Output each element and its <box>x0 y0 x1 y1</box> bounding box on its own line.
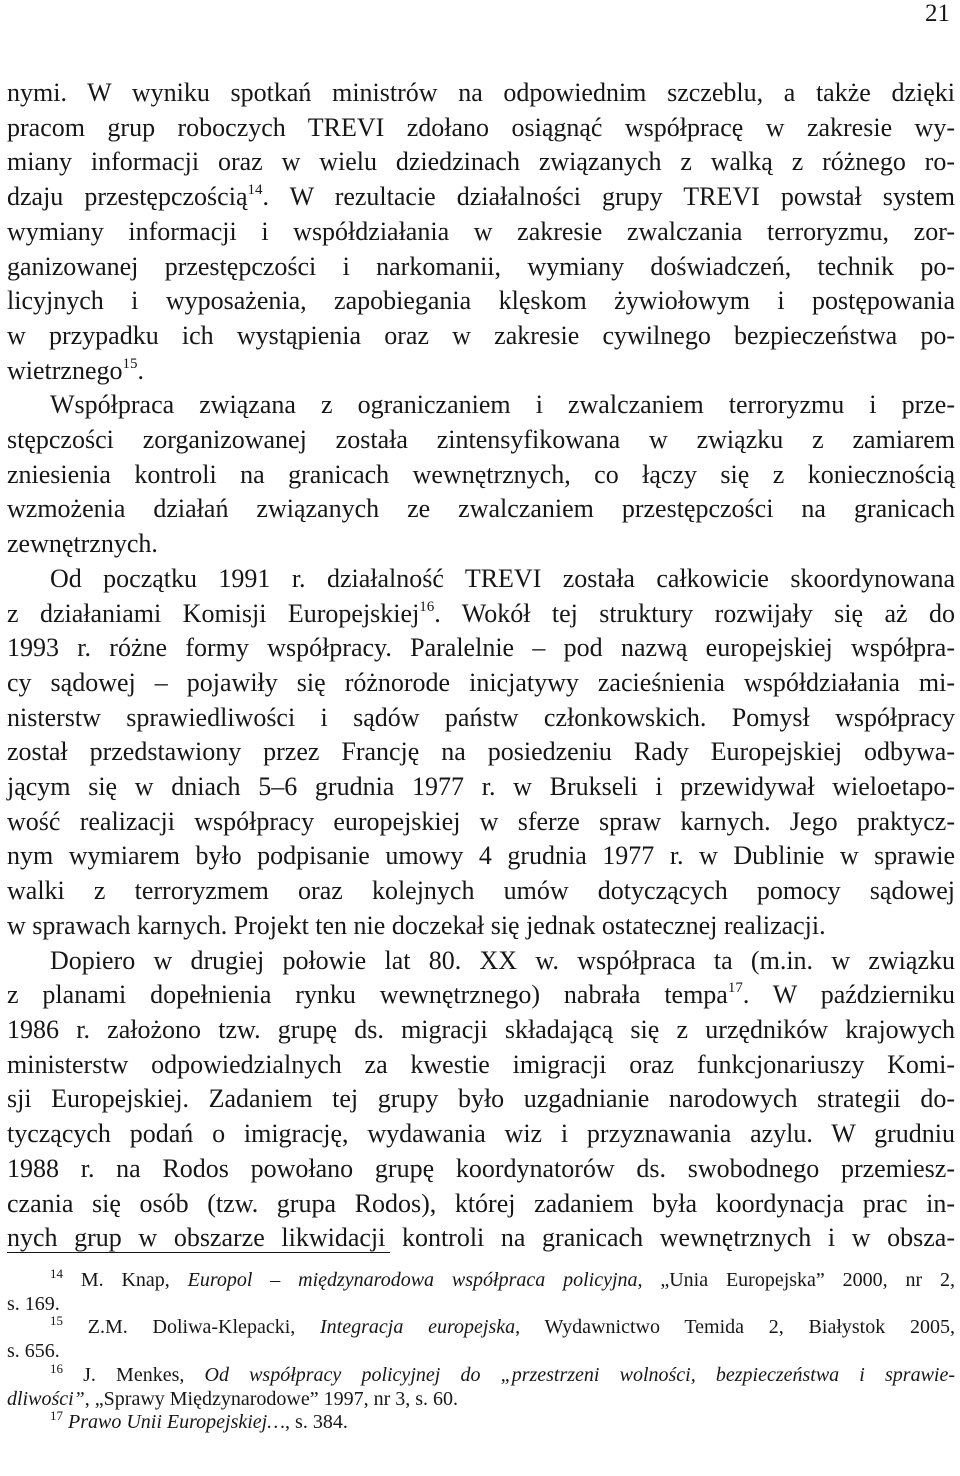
footnote-14-cont: s. 169. <box>7 1292 60 1315</box>
footnote-ref-17: 17 <box>727 980 743 997</box>
text-line: w przypadku ich wystąpienia oraz w zakresie cywilnego bezpieczeństwa po- <box>7 320 955 350</box>
text-line: w sprawach karnych. Projekt ten nie doczekał się jednak ostatecznej realizacji. <box>7 910 826 940</box>
text-line <box>7 597 955 632</box>
body-text <box>7 76 955 1256</box>
text-line: nisterstw sprawiedliwości i sądów państw członkowskich. Pomysł współpracy <box>7 702 955 732</box>
text-line: stępczości zorganizowanej została zintensyfikowana w związku z zamiarem <box>7 425 955 455</box>
footnote-number: 16 <box>50 1360 63 1376</box>
footnote-number: 15 <box>50 1313 63 1329</box>
text-line: nymi. W wyniku spotkań ministrów na odpowiednim szczeblu, a także dzięki <box>7 78 955 107</box>
text-line: sji Europejskiej. Zadaniem tej grupy było uzgadnianie narodowych strategii do- <box>7 1084 955 1114</box>
text-line: tyczących podań o imigrację, wydawania wiz i przyznawania azylu. W grudniu <box>7 1119 955 1149</box>
paragraph-start: Współpraca związana z ograniczaniem i zwalczaniem terroryzmu i prze- <box>50 390 955 420</box>
footnote-source: , „Unia Europejska” 2000, nr 2, <box>637 1269 955 1291</box>
footnote-title: Od współpracy policyjnej do „przestrzeni wolności, bezpieczeństwa i sprawie- <box>204 1363 955 1386</box>
text-line: nych grup w obszarze likwidacji kontroli na granicach wewnętrznych i w obsza- <box>7 1223 955 1253</box>
text-segment: z działaniami Komisji Europejskiej <box>7 598 420 628</box>
footnote-separator <box>7 1252 390 1253</box>
footnote-author: M. Knap, <box>63 1269 188 1291</box>
text-line: ganizowanej przestępczości i narkomanii, wymiany doświadczeń, technik po- <box>7 251 955 281</box>
text-line: cy sądowej – pojawiły się różnorode inicjatywy zacieśnienia współdziałania mi- <box>7 667 955 697</box>
text-line: zniesienia kontroli na granicach wewnętrznych, co łączy się z koniecznością <box>7 459 955 489</box>
text-line <box>7 180 955 215</box>
text-line: ministerstw odpowiedzialnych za kwestie imigracji oraz funkcjonariuszy Komi- <box>7 1049 955 1079</box>
footnote-title: Europol – międzynarodowa współpraca policyjna <box>187 1269 638 1291</box>
text-line: nym wymiarem było podpisanie umowy 4 grudnia 1977 r. w Dublinie w sprawie <box>7 841 955 871</box>
footnote-number: 17 <box>50 1408 63 1424</box>
footnote-16-cont <box>7 1388 955 1412</box>
text-line: wzmożenia działań związanych ze zwalczaniem przestępczości na granicach <box>7 494 955 524</box>
text-line: został przedstawiony przez Francję na posiedzeniu Rady Europejskiej odbywa- <box>7 737 955 767</box>
text-line: 1986 r. założono tzw. grupę ds. migracji składającą się z urzędników krajowych <box>7 1014 955 1044</box>
text-segment: . <box>137 355 145 385</box>
text-line: wymiany informacji i współdziałania w zakresie zwalczania terroryzmu, zor- <box>7 216 955 246</box>
footnotes <box>7 1266 955 1435</box>
footnote-ref-14: 14 <box>247 182 263 199</box>
text-line: zewnętrznych. <box>7 529 158 559</box>
footnote-15 <box>7 1313 955 1340</box>
footnote-ref-16: 16 <box>419 598 435 615</box>
footnote-16 <box>7 1360 955 1388</box>
text-line: licyjnych i wyposażenia, zapobiegania klęskom żywiołowym i postępowania <box>7 286 955 316</box>
footnote-14 <box>7 1266 955 1293</box>
paragraph-start: Od początku 1991 r. działalność TREVI została całkowicie skoordynowana <box>50 563 955 593</box>
footnote-author: Z.M. Doliwa-Klepacki, <box>63 1316 321 1339</box>
text-line: walki z terroryzmem oraz kolejnych umów dotyczących pomocy sądowej <box>7 876 955 906</box>
footnote-title: Prawo Unii Europejskiej… <box>63 1411 286 1434</box>
footnote-source: , Wydawnictwo Temida 2, Białystok 2005, <box>515 1316 955 1339</box>
page-number: 21 <box>925 0 950 27</box>
footnote-17 <box>7 1408 955 1435</box>
text-segment: . W rezultacie działalności grupy TREVI powstał system <box>262 182 955 212</box>
text-segment: wietrznego <box>7 355 123 385</box>
footnote-title: Integracja europejska <box>320 1316 516 1339</box>
text-segment: dzaju przestępczością <box>7 182 248 212</box>
footnote-source: , „Sprawy Międzynarodowe” 1997, nr 3, s. 60. <box>84 1387 459 1410</box>
text-segment: . Wokół tej struktury rozwijały się aż do <box>434 598 955 628</box>
footnote-title: dliwości” <box>7 1387 85 1410</box>
text-line: miany informacji oraz w wielu dziedzinach związanych z walką z różnego ro- <box>7 147 955 177</box>
footnote-source: , s. 384. <box>285 1411 348 1434</box>
text-line <box>7 354 955 389</box>
text-line: 1993 r. różne formy współpracy. Paralelnie – pod nazwą europejskiej współpra- <box>7 633 955 663</box>
text-segment: . W październiku <box>742 980 955 1010</box>
text-line: jącym się w dniach 5–6 grudnia 1977 r. w Brukseli i przewidywał wieloetapo- <box>7 772 955 802</box>
paragraph-start: Dopiero w drugiej połowie lat 80. XX w. współpraca ta (m.in. w związku <box>50 945 955 975</box>
footnote-ref-15: 15 <box>122 355 138 372</box>
footnote-number: 14 <box>50 1266 63 1281</box>
text-line: pracom grup roboczych TREVI zdołano osiągnąć współpracę w zakresie wy- <box>7 112 955 142</box>
text-segment: z planami dopełnienia rynku wewnętrznego) nabrała tempa <box>7 980 728 1010</box>
text-line: czania się osób (tzw. grupa Rodos), której zadaniem była koordynacja prac in- <box>7 1188 955 1218</box>
text-line <box>7 978 955 1013</box>
text-line: 1988 r. na Rodos powołano grupę koordynatorów ds. swobodnego przemiesz- <box>7 1153 955 1183</box>
footnote-author: J. Menkes, <box>63 1363 205 1386</box>
footnote-15-cont: s. 656. <box>7 1340 60 1363</box>
text-line: wość realizacji współpracy europejskiej w sferze spraw karnych. Jego praktycz- <box>7 806 955 836</box>
